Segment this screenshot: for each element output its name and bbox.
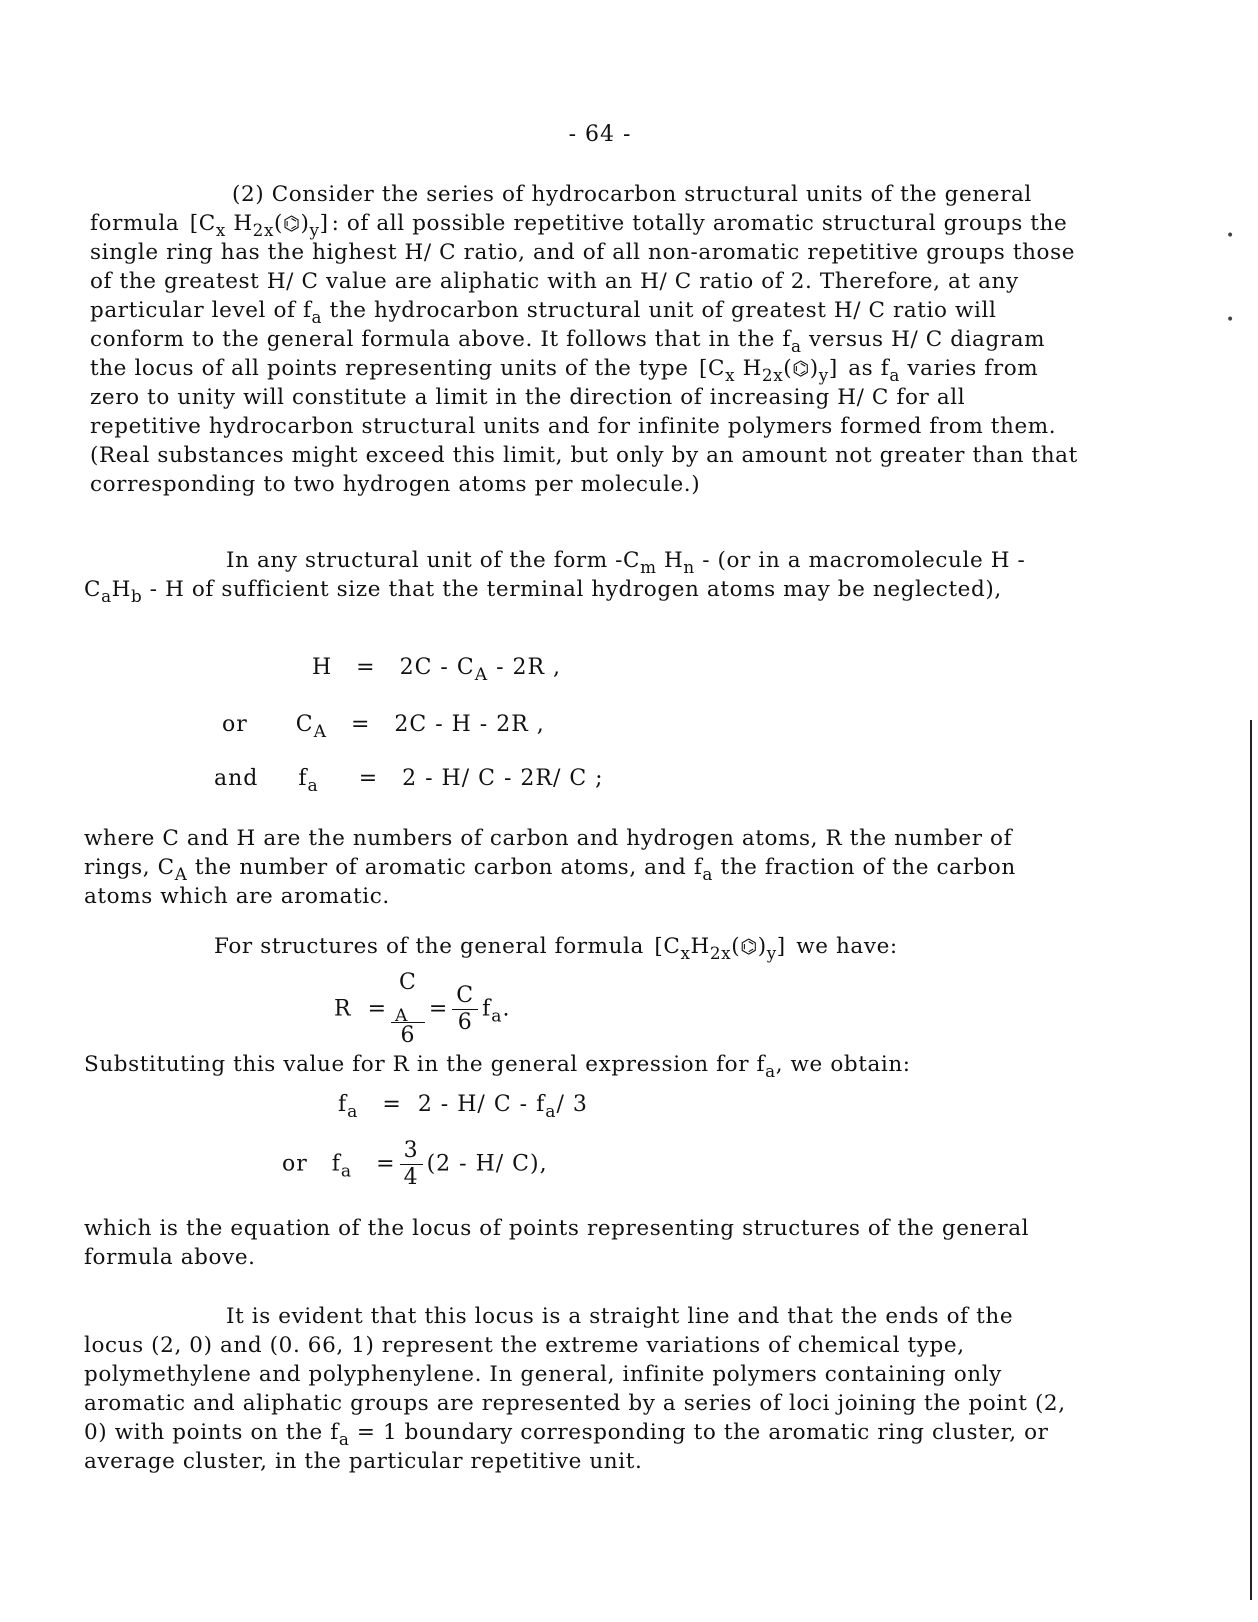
- equation-fa-2: or $f_a$ = $\frac{3}{4}$ (2 - H/ C),: [282, 1138, 548, 1190]
- paragraph-5: Substituting this value for R in the general expression for $f_a$, we obtain:: [84, 1052, 911, 1081]
- scan-speck: •: [1226, 228, 1235, 244]
- page-edge-line: [1250, 720, 1252, 1600]
- paragraph-6: which is the equation of the locus of points representing structures of the general formula above.: [84, 1216, 1030, 1270]
- paragraph-1: (2) Consider the series of hydrocarbon structural units of the general formula [$C_x$ $H_{2x}(⌬)_y$] : of all possible repetitive totally aromatic structural groups the single ring has the highest H/ C ratio, and of all non-aromatic repetitive groups those of the greatest H/ C value are aliphatic with an H/ C ratio of 2. Therefore, at any particular level of $f_a$ the hydrocarbon structural unit of greatest H/ C ratio will conform to the general formula above. It follows that in the $f_a$ versus H/ C diagram the locus of all points representing units of the type [$C_x$ $H_{2x}(⌬)_y$] as $f_a$ varies from zero to unity will constitute a limit in the direction of increasing H/ C for all repetitive hydrocarbon structural units and for infinite polymers formed from them. (Real substances might exceed this limit, but only by an amount not greater than that corresponding to two hydrogen atoms per molecule.): [90, 182, 1078, 497]
- paragraph-3: where C and H are the numbers of carbon and hydrogen atoms, R the number of rings, $C_A$ the number of aromatic carbon atoms, and $f_a$ the fraction of the carbon atoms which are aromatic.: [84, 826, 1016, 909]
- paragraph-4: For structures of the general formula $[C_xH_{2x}(⌬)_y]$ we have:: [214, 934, 898, 963]
- general-formula-inline: [$C_x$ $H_{2x}(⌬)_y$]: [699, 356, 838, 385]
- general-formula-p4: $[C_xH_{2x}(⌬)_y]$: [654, 934, 786, 963]
- page-number: - 64 -: [568, 122, 632, 147]
- equation-h: H = $2C - C_A - 2R$ ,: [312, 655, 562, 685]
- scan-speck: •: [1226, 312, 1235, 328]
- equation-r: R = C $_A$ 6 = $\frac{C}{6}$ $f_a$.: [334, 970, 511, 1048]
- paragraph-2: In any structural unit of the form $-C_m$ $H_n - (or$ in a macromolecule H - $C_aH_b$ - H of sufficient size that the terminal hydrogen atoms may be neglected),: [84, 548, 1026, 606]
- equation-fa: and $f_a$ = 2 - H/ C - 2R/ C ;: [214, 766, 604, 796]
- equation-fa-1: $f_a$ = 2 - H/ C - $f_a/$ 3: [338, 1092, 588, 1122]
- benzene-ring-icon: ⌬: [740, 935, 758, 958]
- benzene-ring-icon: ⌬: [792, 357, 810, 380]
- benzene-ring-icon: ⌬: [283, 212, 301, 235]
- paragraph-7: It is evident that this locus is a straight line and that the ends of the locus (2, 0) and (0. 66, 1) represent the extreme variations of chemical type, polymethylene and polyphenylene. In general, infinite polymers containing only aromatic and aliphatic groups are represented by a series of loci joining the point (2, 0) with points on the $f_a = 1$ boundary corresponding to the aromatic ring cluster, or average cluster, in the particular repetitive unit.: [84, 1304, 1066, 1474]
- general-formula: [$C_x$ $H_{2x}(⌬)_y$]: [189, 211, 329, 240]
- equation-ca: or $C_A$ = 2C - H - 2R ,: [222, 712, 545, 742]
